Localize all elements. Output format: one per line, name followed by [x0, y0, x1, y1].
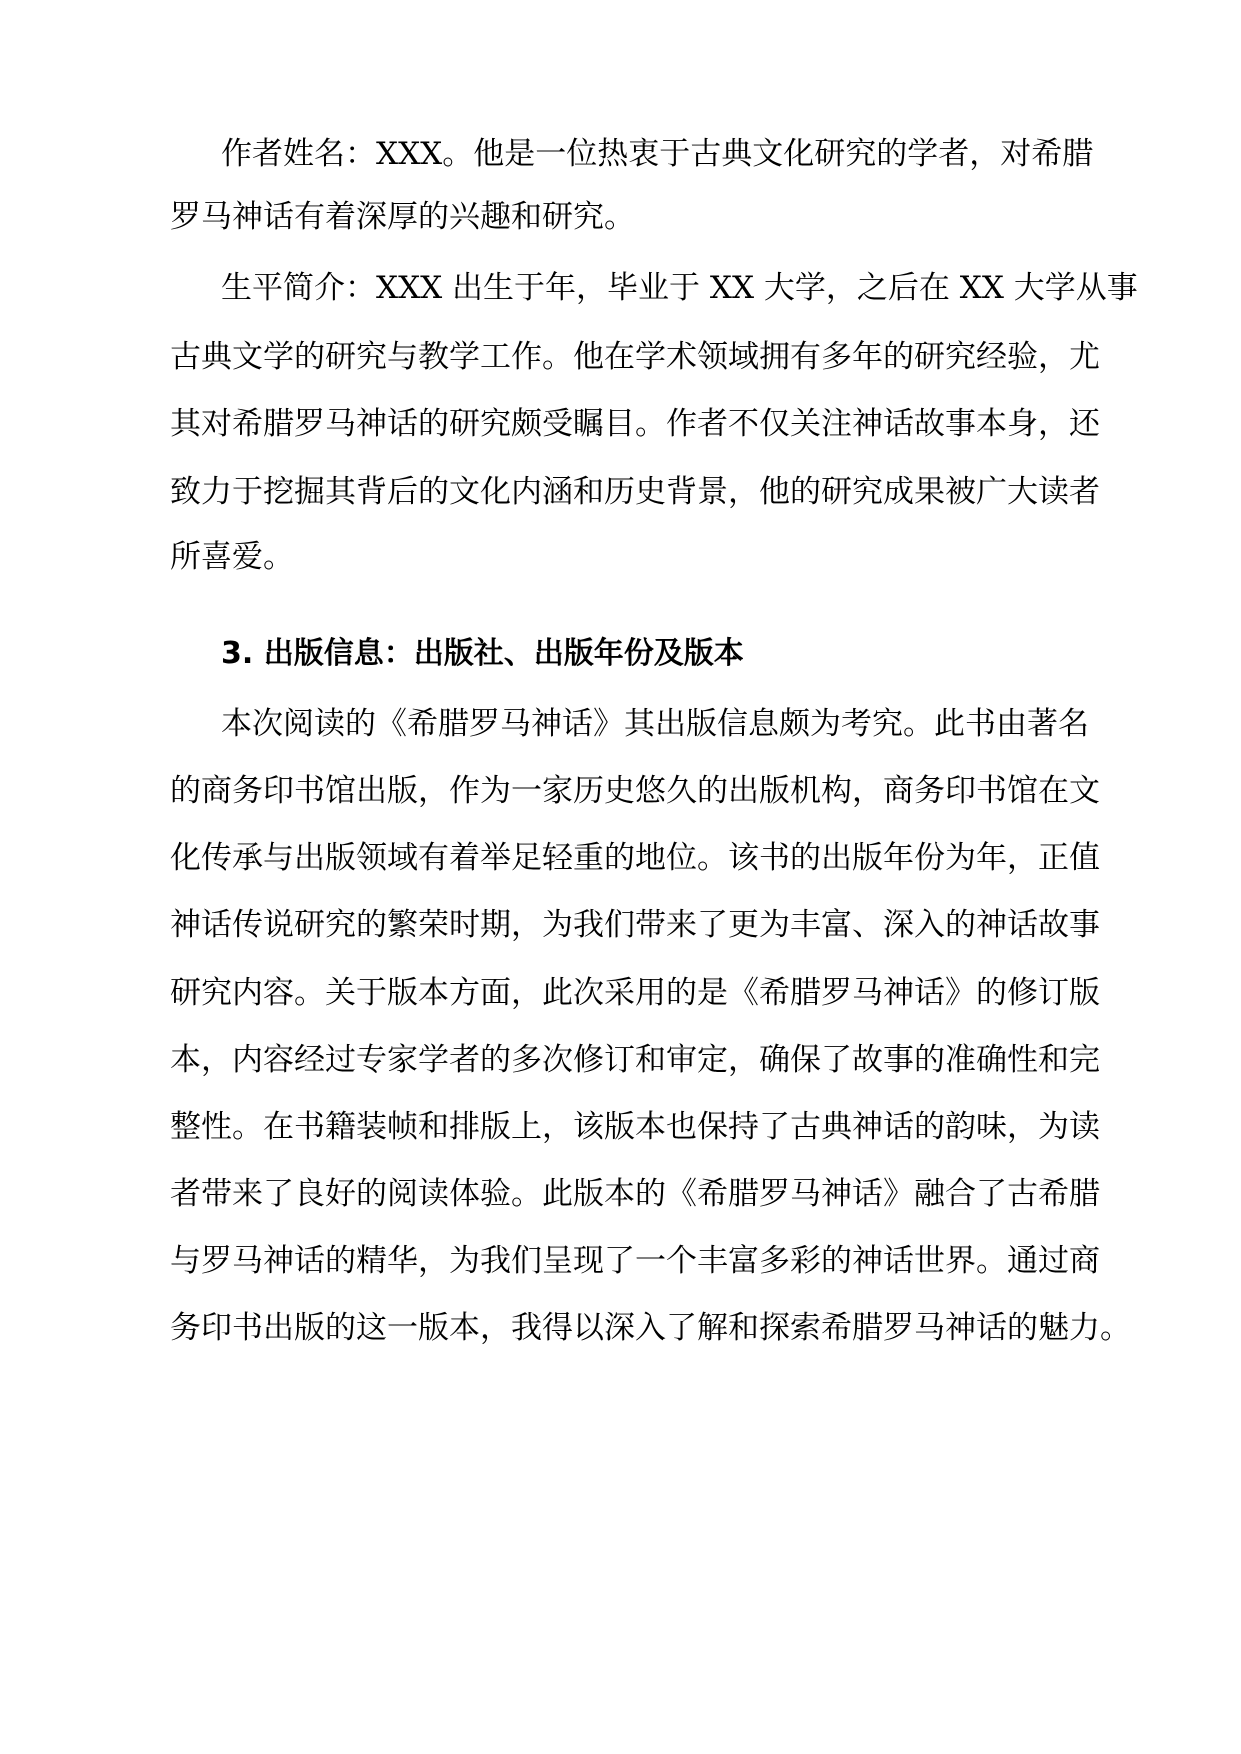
biography-paragraph-line-2: 古典文学的研究与教学工作。他在学术领域拥有多年的研究经验，尤 [170, 339, 1100, 375]
publication-paragraph-line-10: 务印书出版的这一版本，我得以深入了解和探索希腊罗马神话的魅力。 [170, 1310, 1131, 1346]
publication-paragraph-line-1: 本次阅读的《希腊罗马神话》其出版信息颇为考究。此书由著名 [221, 706, 1089, 742]
publication-paragraph-line-9: 与罗马神话的精华，为我们呈现了一个丰富多彩的神话世界。通过商 [170, 1243, 1100, 1279]
biography-paragraph-line-4: 致力于挖掘其背后的文化内涵和历史背景，他的研究成果被广大读者 [170, 474, 1100, 510]
publication-paragraph-line-7: 整性。在书籍装帧和排版上，该版本也保持了古典神话的韵味，为读 [170, 1109, 1100, 1145]
publication-paragraph-line-8: 者带来了良好的阅读体验。此版本的《希腊罗马神话》融合了古希腊 [170, 1176, 1100, 1212]
section-heading: 3. 出版信息：出版社、出版年份及版本 [221, 636, 744, 671]
publication-paragraph-line-6: 本，内容经过专家学者的多次修订和审定，确保了故事的准确性和完 [170, 1042, 1100, 1078]
author-paragraph-line-2: 罗马神话有着深厚的兴趣和研究。 [170, 199, 635, 235]
publication-paragraph-line-5: 研究内容。关于版本方面，此次采用的是《希腊罗马神话》的修订版 [170, 975, 1100, 1011]
biography-paragraph-line-5: 所喜爱。 [170, 539, 294, 575]
publication-paragraph-line-4: 神话传说研究的繁荣时期，为我们带来了更为丰富、深入的神话故事 [170, 907, 1100, 943]
biography-paragraph-line-1: 生平简介：XXX 出生于年，毕业于 XX 大学，之后在 XX 大学从事 [221, 270, 1138, 306]
publication-paragraph-line-2: 的商务印书馆出版，作为一家历史悠久的出版机构，商务印书馆在文 [170, 773, 1100, 809]
author-paragraph-line-1: 作者姓名：XXX。他是一位热衷于古典文化研究的学者，对希腊 [221, 136, 1094, 172]
publication-paragraph-line-3: 化传承与出版领域有着举足轻重的地位。该书的出版年份为年，正值 [170, 840, 1100, 876]
biography-paragraph-line-3: 其对希腊罗马神话的研究颇受瞩目。作者不仅关注神话故事本身，还 [170, 406, 1100, 442]
